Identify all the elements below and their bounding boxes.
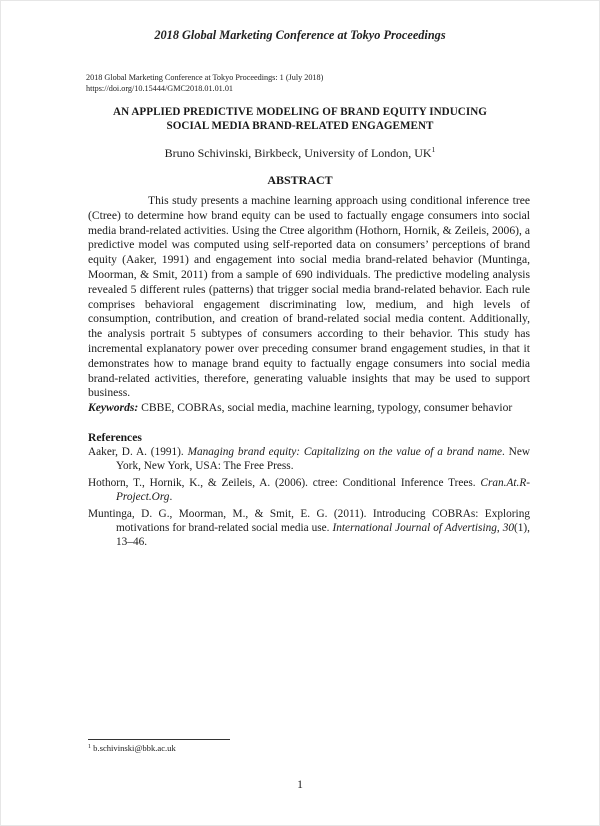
publication-info bbox=[86, 72, 323, 94]
reference-text: . bbox=[169, 491, 173, 503]
reference-text: Muntinga, D. G., Moorman, M., & Smit, E. G. (2011). Introducing COBRAs: Exploring motivations for brand-related social media use. bbox=[88, 507, 530, 534]
reference-title: Managing brand equity: Capitalizing on the value of a brand name bbox=[187, 446, 502, 458]
reference-text: Hothorn, T., Hornik, K., & Zeileis, A. (2006). ctree: Conditional Inference Trees. bbox=[88, 476, 481, 489]
reference-item bbox=[88, 476, 530, 504]
footnote bbox=[88, 743, 176, 753]
reference-list bbox=[88, 445, 530, 552]
footnote-mark: 1 bbox=[88, 744, 91, 750]
reference-text: , bbox=[496, 521, 503, 534]
title-line-1: AN APPLIED PREDICTIVE MODELING OF BRAND EQUITY INDUCING bbox=[113, 106, 487, 118]
page-number: 1 bbox=[297, 778, 303, 791]
abstract-heading: ABSTRACT bbox=[267, 173, 333, 187]
reference-text: . New York, New York, USA: The Free Press. bbox=[116, 446, 530, 473]
reference-text: (1), 13–46. bbox=[116, 521, 530, 548]
abstract-body: This study presents a machine learning approach using conditional inference tree (Ctree) to determine how brand equity can be used to factually engage consumers into social media brand-related activities. Using the Ctree algorithm (Hothorn, Hornik, & Zeileis, 2006), a predictive model was computed using self-reported data on consumers’ perceptions of brand equity (Aaker, 1991) and engagement into social media brand-related behavior (Muntinga, Moorman, & Smit, 2011) from a sample of 690 individuals. The predictive modeling analysis revealed 5 different rules (patterns) that trigger social media brand-related behavior. Each rule comprises behavioral engagement discriminating low, medium, and high levels of consumption, contribution, and creation of brand-related social media content. Additionally, the analysis portrait 5 subtypes of consumers according to their behavior. This study has incremental explanatory power over preceding consumer brand engagement studies, in that it demonstrates how to manage brand equity to factually engage consumers into social media brand-related activities, therefore, generating valuable insights that may be used to support business. bbox=[88, 194, 530, 400]
reference-journal: International Journal of Advertising bbox=[332, 521, 497, 534]
doi-link[interactable]: https://doi.org/10.15444/GMC2018.01.01.01 bbox=[86, 84, 234, 93]
publication-citation: 2018 Global Marketing Conference at Tokyo Proceedings: 1 (July 2018) bbox=[86, 73, 324, 82]
author-line bbox=[0, 145, 600, 161]
footnote-separator bbox=[88, 739, 230, 740]
reference-text: Aaker, D. A. (1991). bbox=[88, 446, 188, 458]
references-heading: References bbox=[88, 431, 142, 444]
keywords-list: CBBE, COBRAs, social media, machine learning, typology, consumer behavior bbox=[138, 401, 513, 414]
keywords-label: Keywords: bbox=[88, 401, 139, 414]
running-head: 2018 Global Marketing Conference at Tokyo Proceedings bbox=[154, 28, 446, 42]
footnote-email[interactable]: b.schivinski@bbk.ac.uk bbox=[91, 743, 176, 753]
author-name: Bruno Schivinski, Birkbeck, University of London, UK bbox=[164, 146, 432, 160]
reference-volume: 30 bbox=[502, 521, 514, 534]
reference-item bbox=[88, 445, 530, 473]
keywords bbox=[88, 401, 538, 414]
paper-title bbox=[60, 105, 540, 133]
reference-source: Cran.At.R-Project.Org bbox=[116, 476, 530, 503]
title-line-2: SOCIAL MEDIA BRAND-RELATED ENGAGEMENT bbox=[166, 120, 434, 132]
reference-item bbox=[88, 507, 530, 550]
author-footnote-mark[interactable]: 1 bbox=[431, 145, 436, 154]
